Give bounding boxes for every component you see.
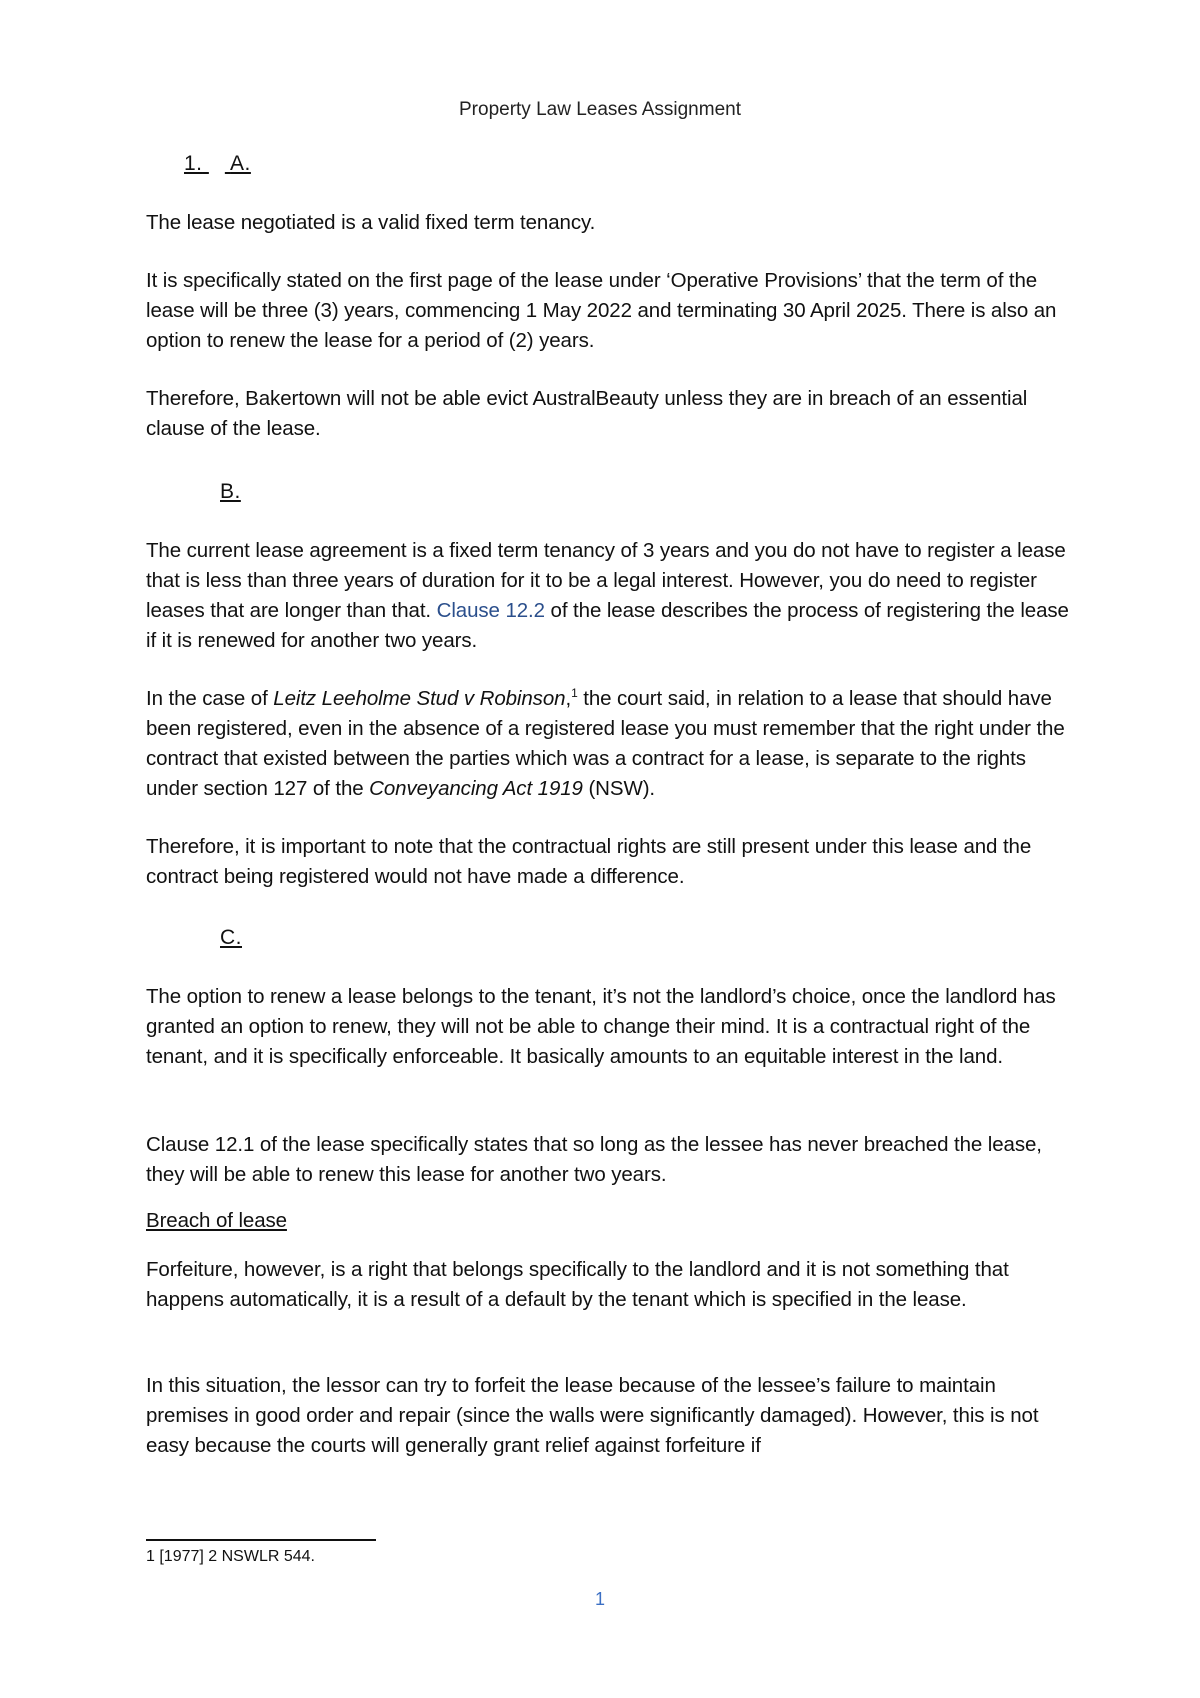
footnote: 1 [1977] 2 NSWLR 544. bbox=[146, 1548, 315, 1565]
breach-heading: Breach of lease bbox=[146, 1209, 287, 1232]
section-letter-a: A. bbox=[230, 152, 251, 175]
clause-reference: Clause 12.2 bbox=[436, 599, 545, 622]
paragraph-5-text-a: In the case of bbox=[146, 687, 274, 710]
paragraph-2: It is specifically stated on the first page of the lease under ‘Operative Provisions’ that the term of the lease will be three (3) years, commencing 1 May 2022 and terminating 30 April 2025. There is also an option to renew the lease for a period of (2) years. bbox=[146, 269, 1057, 352]
paragraph-9: Forfeiture, however, is a right that belongs specifically to the landlord and it is not something that happens automatically, it is a result of a default by the tenant which is specified in the lease. bbox=[146, 1258, 1009, 1311]
section-c-heading: C. bbox=[220, 926, 242, 949]
act-name: Conveyancing Act 1919 bbox=[369, 777, 583, 800]
paragraph-7: The option to renew a lease belongs to the tenant, it’s not the landlord’s choice, once the landlord has granted an option to renew, they will not be able to change their mind. It is a contractual right of the tenant, and it is specifically enforceable. It basically amounts to an equitable interest in the land. bbox=[146, 985, 1056, 1068]
section-a-heading bbox=[184, 150, 251, 178]
paragraph-1: The lease negotiated is a valid fixed term tenancy. bbox=[146, 211, 596, 234]
paragraph-6: Therefore, it is important to note that the contractual rights are still present under this lease and the contract being registered would not have made a difference. bbox=[146, 835, 1032, 888]
paragraph-4 bbox=[146, 536, 1076, 656]
page-number: 1 bbox=[594, 1589, 605, 1609]
section-b-heading: B. bbox=[220, 480, 241, 503]
paragraph-5-text-d: (NSW). bbox=[582, 777, 656, 800]
case-name: Leitz Leeholme Stud v Robinson bbox=[273, 687, 566, 710]
section-number: 1. bbox=[184, 152, 203, 175]
paragraph-5-text-c: the court said, in relation to a lease that should have been registered, even in the absence of a registered lease you must remember that the right under the contract that existed between the parties which was a contract for a lease, is separate to the rights under section 127 of the bbox=[146, 687, 1065, 800]
paragraph-8: Clause 12.1 of the lease specifically states that so long as the lessee has never breached the lease, they will be able to renew this lease for another two years. bbox=[146, 1133, 1042, 1186]
footnote-separator bbox=[146, 1539, 376, 1541]
paragraph-4-text-a: The current lease agreement is a fixed term tenancy of 3 years and you do not have to register a lease that is less than three years of duration for it to be a legal interest. However, you do need to register leases that are longer than that. bbox=[146, 539, 1066, 622]
paragraph-3: Therefore, Bakertown will not be able evict AustralBeauty unless they are in breach of an essential clause of the lease. bbox=[146, 387, 1028, 440]
page-header: Property Law Leases Assignment bbox=[459, 99, 741, 120]
footnote-marker[interactable]: 1 bbox=[571, 686, 578, 701]
paragraph-5-comma: , bbox=[565, 687, 572, 710]
paragraph-10: In this situation, the lessor can try to forfeit the lease because of the lessee’s failure to maintain premises in good order and repair (since the walls were significantly damaged). However, this is not easy because the courts will generally grant relief against forfeiture if bbox=[146, 1374, 1039, 1457]
paragraph-5 bbox=[146, 684, 1076, 804]
paragraph-4-text-c: of the lease describes the process of registering the lease if it is renewed for another two years. bbox=[146, 599, 1069, 652]
